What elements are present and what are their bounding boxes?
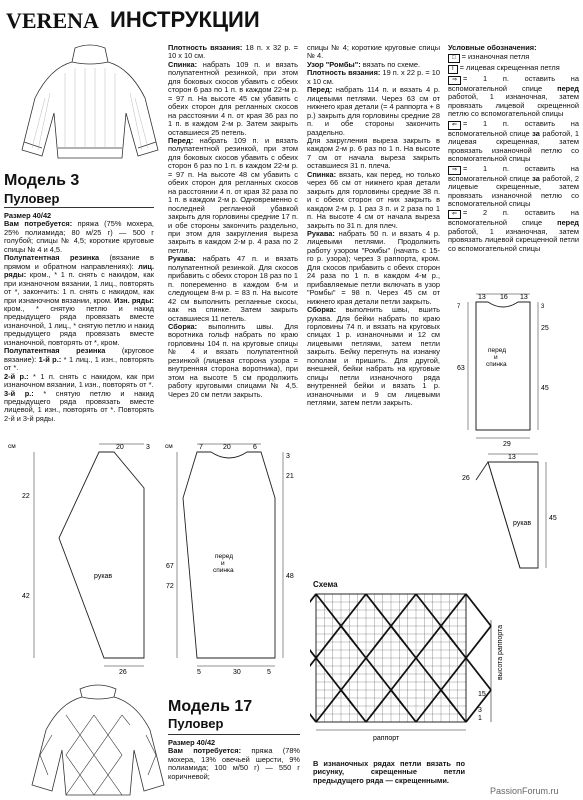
scheme-cross-stitch — [310, 594, 316, 626]
dim-left: 26 — [462, 475, 470, 482]
legend-symbol-icon: ⇐ — [448, 210, 461, 219]
m3text-paragraph: Вам потребуется: пряжа (75% мохера, 25% полиамида; 80 м/25 г) — 500 г голубой; спицы № 4,5; короткие круговые спицы № 4 и 4,5. — [4, 219, 154, 254]
dim-top-3: 6 — [253, 444, 257, 451]
m3text-paragraph: 2-й р.: * 1 п. снять с накидом, как при изнаночном вязании, 1 изн., повторять от *. — [4, 371, 154, 390]
dim-3: 3 — [541, 304, 545, 310]
legend-text: = 2 п. оставить на вспомогательной спице перед работой, 1 изнаночная, затем провязать лицевой скрещенной петли со вспомогательной спицы — [448, 208, 579, 253]
model3-title: Модель 3 — [4, 172, 80, 189]
col2-paragraph: Рукава: набрать 47 п. и вязать полупатентной резинкой. Для скосов прибавить с обеих сторон 18 раз по 1 п. попеременно в каждом 6-м и следующем 8-м р. = 83 п. На высоте 42 см выполнить регланные скосы, как на спинке. Затем закрыть оставшиеся 11 петель. — [168, 254, 298, 323]
model3-text — [4, 212, 154, 452]
col3-paragraph: Плотность вязания: 19 п. х 22 р. = 10 х 10 см. — [307, 68, 440, 86]
label-sleeve: рукав — [513, 520, 532, 527]
legend-text: = изнаночная петля — [461, 53, 530, 61]
dim-left-2: 42 — [22, 593, 30, 600]
dim-left-2: 72 — [166, 583, 174, 590]
legend-item — [448, 64, 579, 74]
model3-size: Размер 40/42 — [4, 212, 52, 220]
model17-divider — [168, 734, 300, 735]
dim-bottom: 29 — [503, 441, 511, 448]
dim-7: 7 — [457, 304, 461, 310]
col2-paragraph: Перед: набрать 109 п. и вязать полупатентной резинкой, при этом для боковых скосов убавить с обеих сторон 6 раз по 1 п. в каждом 22-м р. = 97 п. На высоте 48 см убавить с обеих сторон для регланных скосов на расстоянии 4 п. от края 32 раза по 1 п. в каждом 2-м р. Одновременно с последней регланной убавкой закрыть для горловины средние 17 п. и обе стороны закончить раздельно, при этом для закругления выреза закрыть в каждом 2-м р. 4 раза по 2 петли. — [168, 135, 298, 255]
legend-text: = лицевая скрещенная петля — [459, 63, 560, 72]
unit: см — [165, 443, 173, 450]
dim-right-2: 45 — [541, 385, 549, 392]
rapport-label: раппорт — [373, 735, 400, 742]
col2-paragraph: Сборка: выполнить швы. Для воротника гольф набрать по краю горловины 104 п. на круговые спицы № 4 и вязать полупатентной резинкой (лицевая сторона узора = внутренняя сторона воротника), при этом на высоте 5 см продолжить работу круговыми спицами № 4,5. Через 20 см петли закрыть. — [168, 321, 298, 399]
legend-symbol-icon: ⇐ — [448, 121, 461, 130]
col3-paragraph: Рукава: набрать 50 п. и вязать 4 р. лицевыми петлями. Продолжить работу узором "Ромбы" (начать с 15-го р. узора); через 3 раппорта, кром. Для скосов прибавить с обеих сторон 24 раза по 1 п. в каждом 4-м р., прибавляемые петли включать в узор "Ромбы" = 98 п. Через 45 см от нижнего края детали петли закрыть. — [307, 228, 440, 306]
model17-sweater-illustration — [28, 675, 168, 800]
model17-title: Модель 17 — [168, 698, 253, 715]
scheme-cross-stitch — [310, 658, 316, 690]
dim-left: 63 — [457, 365, 465, 372]
dim-left-1: 67 — [166, 563, 174, 570]
row-3: 3 — [478, 707, 482, 714]
dim-top-1: 7 — [199, 444, 203, 451]
scheme-cross-stitch — [310, 690, 316, 722]
legend-text: = 1 п. оставить на вспомогательной спице за работой, 2 лицевые скрещенные, затем провязать изнаночной петлю со вспомогательной спицы — [448, 163, 579, 208]
dim-top-2: 16 — [500, 294, 508, 301]
dim-top-3: 13 — [520, 294, 528, 301]
col3-paragraph: Для закругления выреза закрыть в каждом 2-м р. 6 раз по 1 п. На высоте 7 см от начала выреза закрыть оставшиеся 31 п. плеча. — [307, 135, 440, 171]
dim-top-2: 3 — [146, 444, 150, 451]
m3text-paragraph: Полупатентная резинка (круговое вязание): 1-й р.: * 1 лиц., 1 изн., повторять от *. — [4, 346, 154, 373]
dim-bottom-1: 5 — [197, 669, 201, 676]
scheme-note: В изнаночных рядах петли вязать по рисунку, скрещенные петли предыдущего ряда — скрещенными. — [313, 760, 465, 785]
row-15: 15 — [478, 691, 486, 698]
column-3-text — [307, 44, 440, 572]
page-title: ИНСТРУКЦИИ — [110, 7, 260, 32]
label-front: перед — [215, 553, 234, 560]
scheme-cross-stitch — [466, 658, 491, 690]
dim-right-1: 3 — [286, 453, 290, 460]
label-and: и — [221, 560, 225, 567]
col3-paragraph: Перед: набрать 114 п. и вязать 4 р. лицевыми петлями. Через 63 см от нижнего края детали (= 4 раппорта + 8 р.) закрыть для горловины средние 28 п. и обе стороны закончить раздельно. — [307, 85, 440, 137]
label-back: спинка — [486, 361, 507, 368]
dim-right: 45 — [549, 515, 557, 522]
model17-size: Размер 40/42 — [168, 739, 216, 747]
legend-symbol-icon: ⇒ — [448, 76, 461, 85]
scheme-grid — [310, 590, 510, 755]
m17text-paragraph: Вам потребуется: пряжа (78% мохера, 13% овечьей шерсти, 9% полиамида; 100 м/50 г) — 550 г коричневой; — [168, 746, 300, 781]
dim-top-2: 20 — [223, 444, 231, 451]
dim-bottom-3: 5 — [267, 669, 271, 676]
diagram-sleeve-3 — [4, 438, 164, 678]
legend-item — [448, 53, 579, 63]
legend-item — [448, 120, 579, 164]
dim-right-1: 25 — [541, 325, 549, 332]
scheme-cross-stitch — [466, 594, 491, 626]
column-2-text — [168, 44, 298, 436]
col3-paragraph: Сборка: выполнить швы, вшить рукава. Для бейки набрать по краю горловины 74 п. и вязать на круговых спицах 1 р. изнаночными и 12 см лицевыми петлями, затем петли закрыть. Бейку перегнуть на изнанку пополам и пришить. Для другой, внешней, бейки набрать на круговые спицы петли изнаночного ряда внутренней бейки и вязать 1 р. изнаночными и 9 см лицевыми петлями, затем петли закрыть. — [307, 305, 440, 408]
m3text-paragraph: 3-й р.: * снятую петлю и накид предыдущего ряда провязать вместе лицевой, 1 изн., повторять от *. Повторять 2-й и 3-й ряды. — [4, 388, 154, 423]
legend-symbol-icon: ⇒ — [448, 166, 461, 175]
label-sleeve: рукав — [94, 573, 113, 580]
legend-item — [448, 209, 579, 253]
col2-paragraph: Спинка: набрать 109 п. и вязать полупатентной резинкой, при этом для боковых скосов убавить с обеих сторон 6 раз по 1 п. в каждом 22-м р. = 97 п. На высоте 45 см убавить с обеих сторон для регланных скосов на расстоянии 4 п. от края 36 раз по 1 п. в каждом 2-м р. Затем закрыть оставшиеся 25 петель. — [168, 59, 298, 137]
label-back: спинка — [213, 567, 234, 574]
dim-left-1: 22 — [22, 493, 30, 500]
model17-text — [168, 739, 300, 799]
col3-paragraph: спицы № 4; короткие круговые спицы № 4. — [307, 44, 440, 61]
scheme-title: Схема — [313, 580, 338, 589]
dim-bottom: 26 — [119, 669, 127, 676]
col3-paragraph: Узор "Ромбы": вязать по схеме. — [307, 59, 421, 69]
label-front: перед — [488, 347, 507, 354]
legend-text: = 1 п. оставить на вспомогательной спице перед работой, 1 изнаночная, затем провязать лицевой скрещенной петлю со вспомогательной спицы — [448, 74, 579, 119]
dim-top-1: 20 — [116, 444, 124, 451]
legend-symbol-icon: □ — [448, 54, 460, 63]
col3-paragraph: Спинка: вязать, как перед, но только через 66 см от нижнего края детали закрыть для горловины средние 38 п. и с обеих сторон от них закрыть в каждом 2-м р. 1 раз 3 п. и 2 раза по 1 п. На высоте 4 см от начала выреза закрыть по 31 п. для плеч. — [307, 169, 440, 230]
col2-paragraph: Плотность вязания: 18 п. х 32 р. = 10 х 10 см. — [168, 44, 298, 61]
m3text-paragraph: Полупатентная резинка (вязание в прямом и обратном направлениях): лиц. ряды: кром., * 1 п. снять с накидом, как при изнаночном вязании, 1 лиц., повторять от *, закончить: 1 п. снять с накидом, как при изнаночном вязании, кром. Изн. ряды: кром., * снятую петлю и накид предыдущего ряда провязать вместе изнаночной, 1 лиц., * снятую петлю и накид предыдущего ряда провязать вместе изнаночной, повторять от *, кром. — [4, 253, 154, 347]
diagram-sleeve-17 — [448, 450, 580, 575]
watermark: PassionForum.ru — [490, 786, 559, 796]
scheme-cross-stitch — [310, 626, 316, 658]
height-label: высота раппорта — [497, 624, 504, 680]
model3-subtitle: Пуловер — [4, 191, 60, 206]
legend-items — [448, 53, 579, 293]
diagram-front-back-3 — [163, 438, 303, 678]
legend — [448, 44, 579, 294]
diagram-front-back-17 — [448, 290, 580, 450]
row-1: 1 — [478, 715, 482, 722]
dim-top-1: 13 — [478, 294, 486, 301]
model3-divider — [4, 207, 154, 208]
legend-item — [448, 165, 579, 209]
model3-sweater-illustration — [20, 38, 160, 163]
label-and: и — [494, 354, 498, 361]
legend-title: Условные обозначения: — [448, 44, 537, 52]
dim-right-2: 21 — [286, 473, 294, 480]
model17-subtitle: Пуловер — [168, 716, 224, 731]
brand-logo: VERENA — [6, 8, 99, 33]
dim-right-3: 48 — [286, 573, 294, 580]
unit: см — [8, 443, 16, 450]
legend-text: = 1 п. оставить на вспомогательной спице за работой, 1 лицевая скрещенная, затем провязать изнаночной петлю со вспомогательной спицы — [448, 118, 579, 164]
dim-top: 13 — [508, 454, 516, 461]
legend-item — [448, 75, 579, 119]
scheme-cross-stitch — [466, 626, 491, 658]
legend-symbol-icon: I — [448, 65, 458, 74]
dim-bottom-2: 30 — [233, 669, 241, 676]
